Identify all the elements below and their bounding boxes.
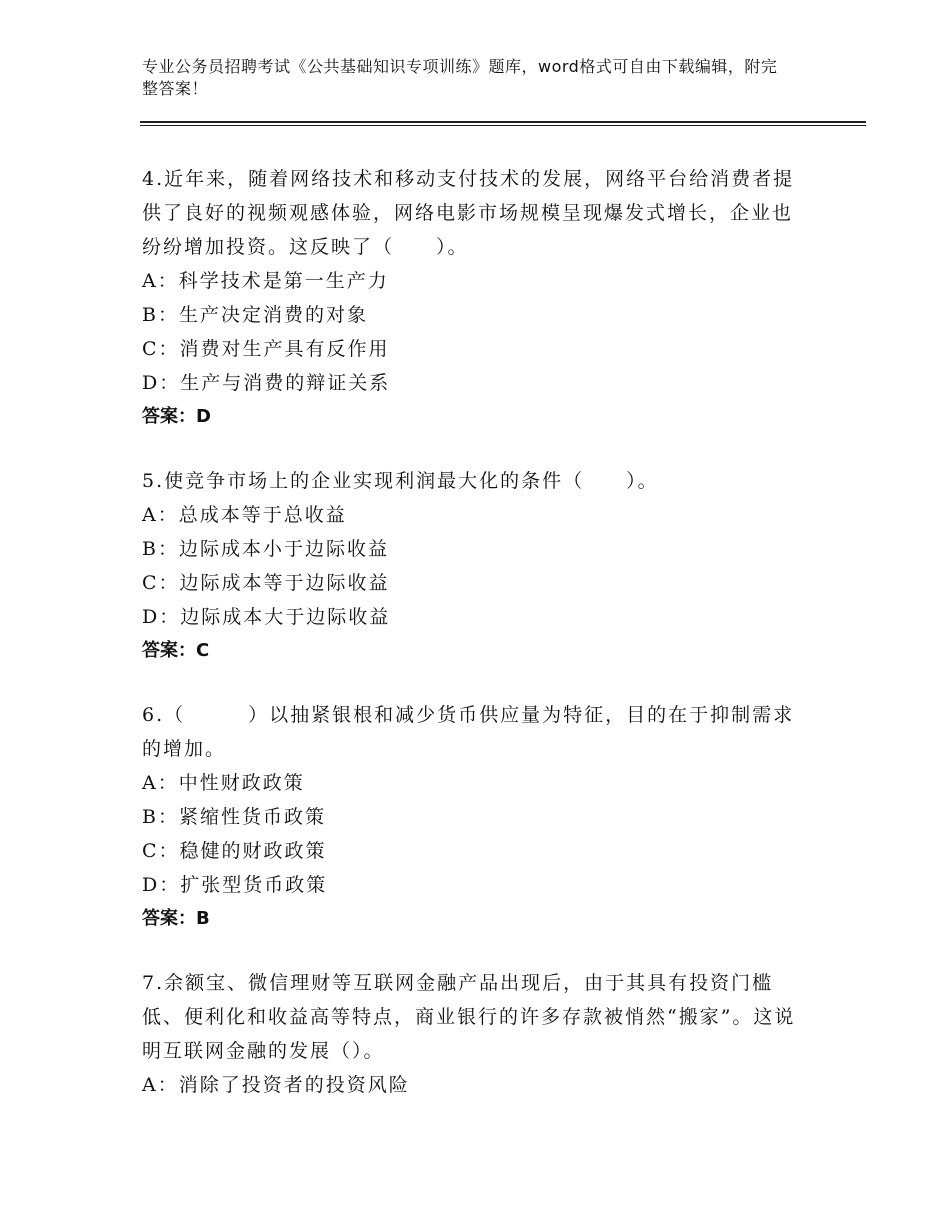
option-a: A：科学技术是第一生产力 — [142, 270, 389, 292]
question-list — [142, 162, 812, 1132]
option-d: D：边际成本大于边际收益 — [142, 606, 391, 628]
question-5 — [142, 464, 812, 668]
option-a: A：中性财政政策 — [142, 772, 305, 794]
option-b: B：紧缩性货币政策 — [142, 806, 326, 828]
option-d: D：扩张型货币政策 — [142, 874, 328, 896]
option-a: A：消除了投资者的投资风险 — [142, 1074, 410, 1096]
option-b: B：生产决定消费的对象 — [142, 304, 368, 326]
question-stem: 7.余额宝、微信理财等互联网金融产品出现后，由于其具有投资门槛低、便利化和收益高等特点，商业银行的许多存款被悄然“搬家”。这说明互联网金融的发展（）。 — [142, 972, 796, 1062]
option-d: D：生产与消费的辩证关系 — [142, 372, 391, 394]
option-b: B：边际成本小于边际收益 — [142, 538, 389, 560]
question-4 — [142, 162, 812, 434]
answer-label: 答案：D — [142, 406, 211, 427]
option-a: A：总成本等于总收益 — [142, 504, 347, 526]
question-7 — [142, 966, 812, 1102]
option-c: C：边际成本等于边际收益 — [142, 572, 390, 594]
question-stem: 4.近年来，随着网络技术和移动支付技术的发展，网络平台给消费者提供了良好的视频观感体验，网络电影市场规模呈现爆发式增长，企业也纷纷增加投资。这反映了（ ）。 — [142, 168, 795, 258]
question-6 — [142, 698, 812, 936]
question-stem: 5.使竞争市场上的企业实现利润最大化的条件（ ）。 — [142, 470, 659, 492]
document-header: 专业公务员招聘考试《公共基础知识专项训练》题库，word格式可自由下载编辑，附完整答案！ — [142, 57, 778, 98]
option-c: C：稳健的财政政策 — [142, 840, 327, 862]
answer-label: 答案：C — [142, 640, 210, 661]
question-stem: 6.（ ）以抽紧银根和减少货币供应量为特征，目的在于抑制需求的增加。 — [142, 704, 795, 760]
option-c: C：消费对生产具有反作用 — [142, 338, 390, 360]
answer-label: 答案：B — [142, 908, 210, 929]
header-rule-thin — [140, 125, 866, 126]
header-rule-thick — [140, 121, 866, 123]
